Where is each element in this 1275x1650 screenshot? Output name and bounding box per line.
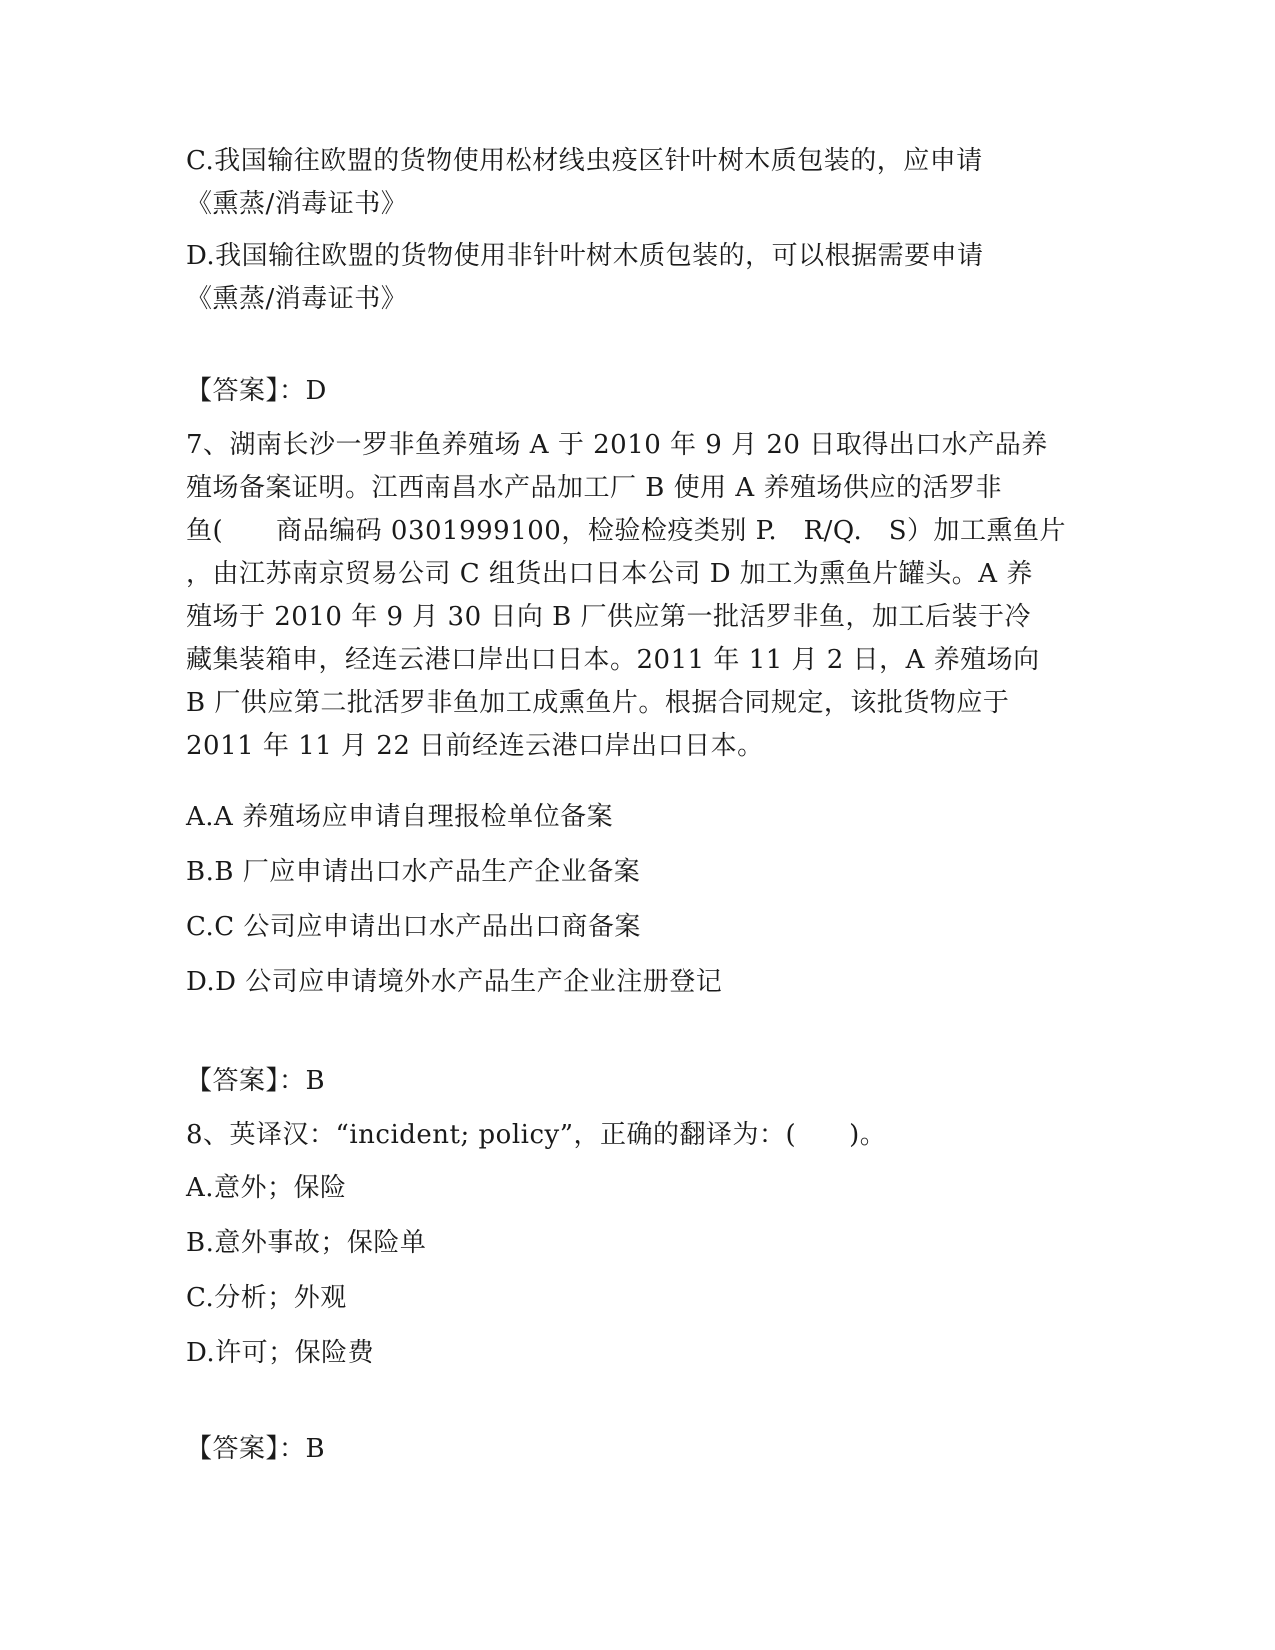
q7-stem — [186, 424, 1086, 768]
q7-stem-line: 7、湖南长沙一罗非鱼养殖场 A 于 2010 年 9 月 20 日取得出口水产品养 — [186, 430, 1048, 460]
q7-option-b: B.B 厂应申请出口水产品生产企业备案 — [186, 857, 641, 887]
q7-stem-line: 殖场备案证明。江西南昌水产品加工厂 B 使用 A 养殖场供应的活罗非 — [186, 473, 1002, 503]
q8-stem — [186, 1114, 1086, 1157]
q7-stem-line: 藏集装箱申，经连云港口岸出口日本。2011 年 11 月 2 日，A 养殖场向 — [186, 645, 1040, 675]
q8-answer: 【答案】：B — [186, 1434, 326, 1464]
q8-option-b: B.意外事故；保险单 — [186, 1228, 427, 1258]
q7-options — [186, 796, 1086, 1004]
q6-option-c-line1: C.我国输往欧盟的货物使用松材线虫疫区针叶树木质包装的，应申请 — [186, 146, 983, 176]
q6-option-d — [186, 235, 1086, 321]
q6-option-d-line2: 《熏蒸/消毒证书》 — [186, 284, 408, 314]
q7-stem-line: 鱼( 商品编码 0301999100，检验检疫类别 P. R/Q. S）加工熏鱼片 — [186, 516, 1067, 546]
q7-stem-line: 2011 年 11 月 22 日前经连云港口岸出口日本。 — [186, 731, 764, 761]
q8-stem-line: 8、英译汉：“incident; policy”，正确的翻译为：( )。 — [186, 1120, 887, 1150]
q8-option-c: C.分析；外观 — [186, 1283, 347, 1313]
q8-options — [186, 1167, 1086, 1375]
q7-stem-line: 殖场于 2010 年 9 月 30 日向 B 厂供应第一批活罗非鱼，加工后装于冷 — [186, 602, 1032, 632]
q8-option-d: D.许可；保险费 — [186, 1338, 375, 1368]
q8-option-a: A.意外；保险 — [186, 1173, 347, 1203]
q6-option-c-line2: 《熏蒸/消毒证书》 — [186, 189, 408, 219]
q7-option-d: D.D 公司应申请境外水产品生产企业注册登记 — [186, 967, 723, 997]
q7-stem-line: ，由江苏南京贸易公司 C 组货出口日本公司 D 加工为熏鱼片罐头。A 养 — [186, 559, 1033, 589]
q7-answer: 【答案】：B — [186, 1066, 326, 1096]
q6-answer: 【答案】：D — [186, 376, 327, 406]
q7-option-a: A.A 养殖场应申请自理报检单位备案 — [186, 802, 614, 832]
q6-option-d-line1: D.我国输往欧盟的货物使用非针叶树木质包装的，可以根据需要申请 — [186, 241, 984, 271]
q7-option-c: C.C 公司应申请出口水产品出口商备案 — [186, 912, 641, 942]
q7-stem-line: B 厂供应第二批活罗非鱼加工成熏鱼片。根据合同规定，该批货物应于 — [186, 688, 1010, 718]
q6-option-c — [186, 140, 1086, 226]
